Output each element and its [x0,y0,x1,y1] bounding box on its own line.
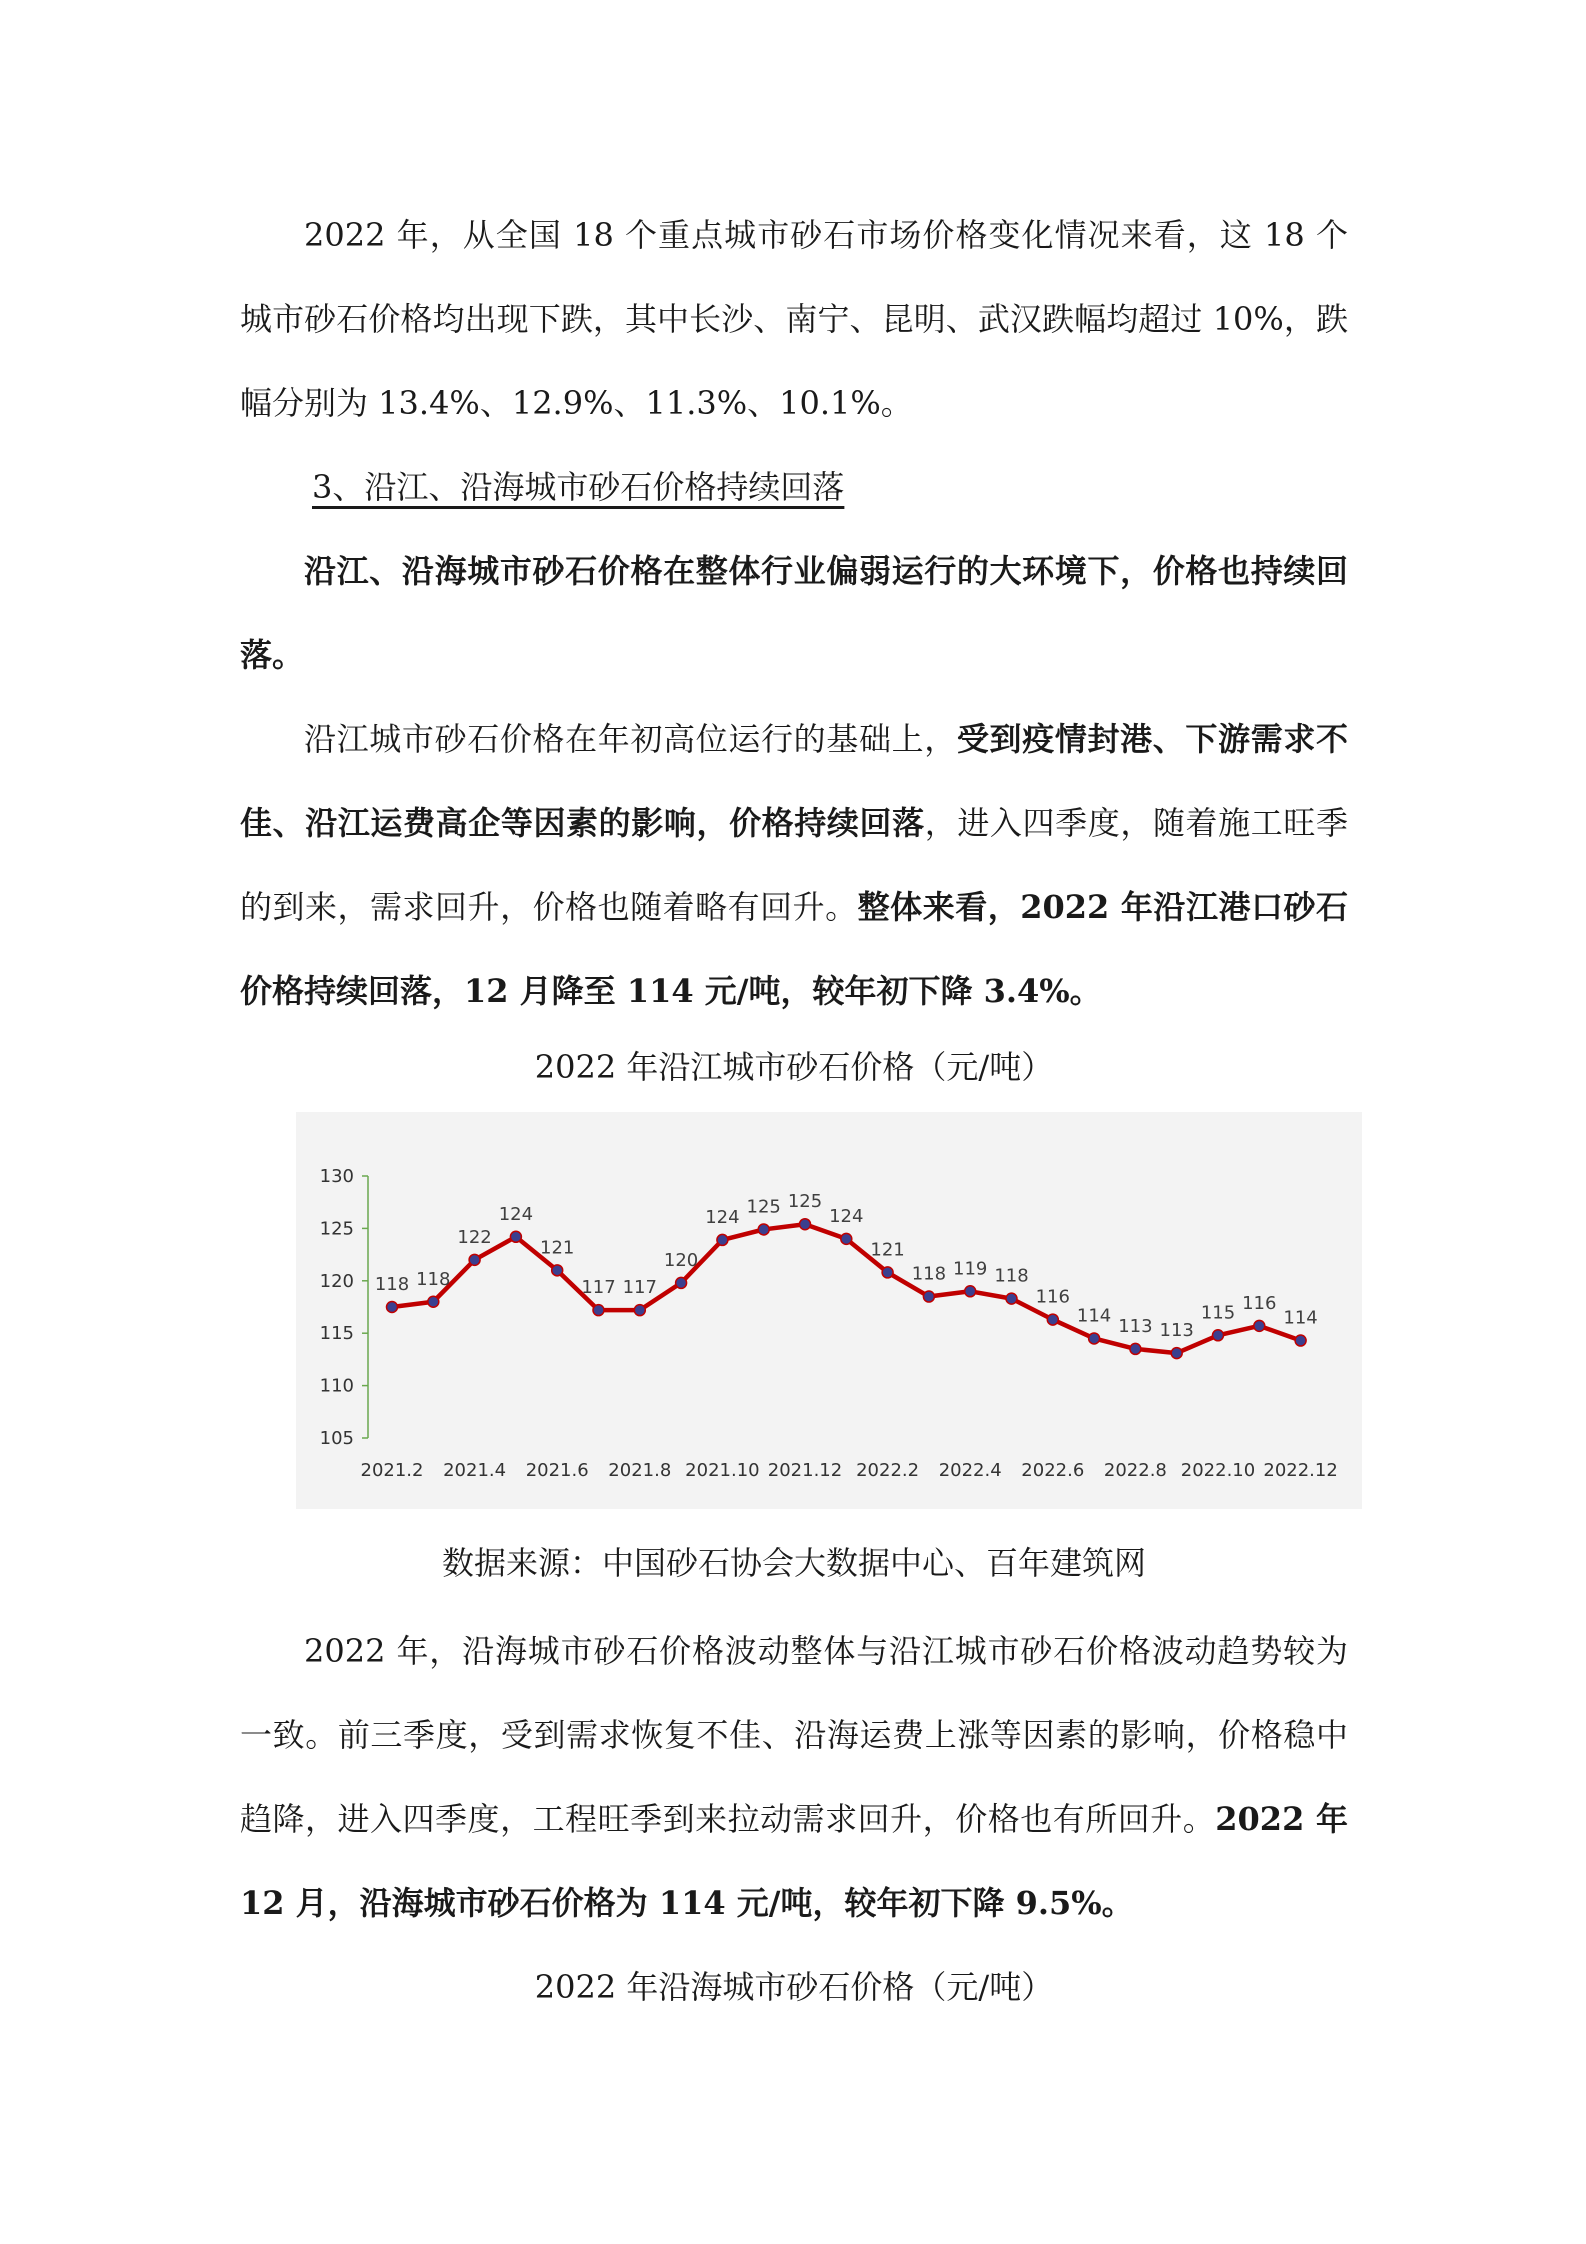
y-tick-label: 105 [319,1428,354,1449]
coastal-text-2-bold: 2022 年 12 月，沿海城市砂石价格为 114 元/吨，较年初下降 9.5%。 [240,1800,1348,1922]
data-label: 114 [1076,1305,1112,1327]
riverside-text-4-bold: 整体来看，2022 年沿江港口砂石价格持续回落，12 月降至 114 元/吨，较年初下降 3.4%。 [240,888,1348,1010]
coastal-text-1: 2022 年，沿海城市砂石价格波动整体与沿江城市砂石价格波动趋势较为一致。前三季度，受到需求恢复不佳、沿海运费上涨等因素的影响，价格稳中趋降，进入四季度，工程旺季到来拉动需求回升，价格也有所回升。 [240,1632,1348,1838]
data-point [1006,1293,1017,1304]
data-point [1171,1348,1182,1359]
series-layer [375,1191,1318,1358]
data-label: 124 [829,1205,864,1227]
data-point [510,1231,521,1242]
data-label: 118 [994,1265,1029,1287]
data-label: 125 [787,1191,823,1213]
data-point [1130,1343,1141,1354]
y-tick-label: 130 [319,1166,354,1187]
y-tick-label: 125 [319,1218,354,1240]
data-point [428,1296,439,1307]
y-axis [320,1166,368,1449]
data-point [800,1219,811,1230]
data-label: 125 [746,1196,781,1218]
x-tick-label: 2021.10 [685,1460,760,1481]
data-label: 113 [1159,1320,1194,1342]
data-label: 116 [1035,1286,1070,1308]
riverside-text-1: 沿江城市砂石价格在年初高位运行的基础上， [304,720,957,758]
riverside-price-chart [296,1112,1362,1509]
paragraph-riverside [240,697,1348,1033]
data-point [758,1224,769,1235]
data-label: 124 [705,1206,740,1228]
x-tick-label: 2021.2 [360,1460,424,1481]
data-label: 120 [663,1249,699,1271]
riverside-text-2-bold: 受到疫情封港、下游需求不佳、沿江运费高企等因素的影响，价格持续回落 [240,720,1348,842]
line-chart [296,1112,1362,1509]
data-label: 122 [457,1226,492,1248]
x-tick-label: 2022.2 [856,1460,920,1481]
data-point [469,1254,480,1265]
data-point [923,1291,934,1302]
data-label: 114 [1283,1307,1318,1329]
data-point [676,1277,687,1288]
x-tick-label: 2022.6 [1021,1460,1085,1481]
data-label: 113 [1118,1315,1153,1337]
data-label: 118 [374,1274,410,1295]
x-tick-label: 2021.12 [767,1460,843,1481]
riverside-text-3: ，进入四季度，随着施工旺季的到来，需求回升，价格也随着略有回升。 [240,804,1348,926]
y-tick-label: 120 [319,1270,354,1292]
x-tick-label: 2022.12 [1263,1460,1338,1481]
data-point [882,1267,893,1278]
data-label: 116 [1242,1292,1277,1314]
paragraph-summary: 沿江、沿海城市砂石价格在整体行业偏弱运行的大环境下，价格也持续回落。 [240,552,1348,674]
data-label: 124 [498,1203,534,1225]
x-tick-label: 2021.8 [608,1460,672,1481]
data-point [1213,1330,1224,1341]
data-label: 119 [953,1258,988,1280]
data-label: 118 [416,1268,451,1290]
x-tick-label: 2022.10 [1180,1460,1256,1481]
data-point [1047,1314,1058,1325]
data-point [717,1234,728,1245]
paragraph-coastal [240,1609,1348,1945]
data-label: 117 [622,1277,657,1299]
data-point [552,1265,563,1276]
data-label: 115 [1200,1302,1236,1324]
data-point [634,1305,645,1316]
data-point [841,1233,852,1244]
data-point [1254,1320,1265,1331]
data-point [1295,1335,1306,1346]
paragraph-city-price-decline: 2022 年，从全国 18 个重点城市砂石市场价格变化情况来看，这 18 个城市砂石价格均出现下跌，其中长沙、南宁、昆明、武汉跌幅均超过 10%，跌幅分别为 13.4%、12.9%、11.3%、10.1%。 [240,216,1348,422]
data-label: 121 [540,1237,575,1259]
x-tick-label: 2022.8 [1103,1460,1167,1481]
x-tick-label: 2022.4 [938,1460,1002,1481]
data-point [593,1305,604,1316]
data-point [965,1286,976,1297]
y-tick-label: 115 [319,1323,354,1345]
x-tick-label: 2021.6 [525,1460,589,1481]
x-axis [361,1460,1338,1481]
data-point [387,1302,398,1313]
data-label: 117 [581,1277,616,1299]
data-source: 数据来源：中国砂石协会大数据中心、百年建筑网 [441,1544,1146,1582]
y-tick-label: 110 [319,1375,354,1397]
data-point [1089,1333,1100,1344]
chart-caption-riverside: 2022 年沿江城市砂石价格（元/吨） [534,1048,1054,1086]
x-tick-label: 2021.4 [443,1460,507,1481]
data-label: 121 [870,1239,905,1261]
section-heading: 3、沿江、沿海城市砂石价格持续回落 [312,468,845,506]
data-label: 118 [911,1263,947,1285]
chart-caption-coastal: 2022 年沿海城市砂石价格（元/吨） [534,1968,1054,2006]
